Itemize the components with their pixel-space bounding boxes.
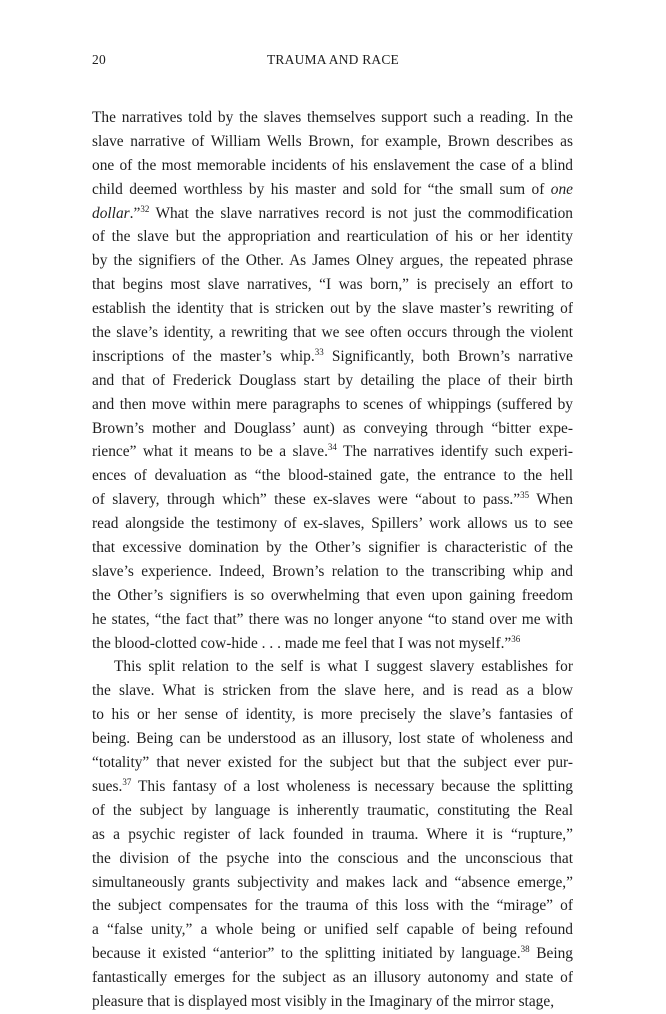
text-line	[92, 560, 573, 584]
text-run: inscriptions of the master’s whip.	[92, 347, 315, 365]
text-line	[92, 632, 573, 656]
footnote-ref: 35	[520, 490, 530, 501]
text-run: a “false unity,” a whole being or unified self capable of being refound	[92, 921, 573, 939]
paragraph	[92, 106, 573, 655]
text-line	[92, 727, 573, 751]
text-run: of the slave but the appropriation and rearticulation of his or her identity	[92, 228, 573, 246]
text-run: fantastically emerges for the subject as an illusory autonomy and state of	[92, 969, 573, 987]
text-line	[92, 488, 573, 512]
footnote-ref: 36	[511, 633, 521, 644]
text-run: This split relation to the self is what I suggest slavery establishes for	[114, 658, 573, 676]
text-run: the slave. What is stricken from the slave here, and is read as a blow	[92, 682, 573, 700]
text-run: This fantasy of a lost wholeness is necessary because the splitting	[131, 777, 573, 795]
text-line	[92, 297, 573, 321]
running-title: TRAUMA AND RACE	[266, 52, 399, 67]
text-run: being. Being can be understood as an illusory, lost state of wholeness and	[92, 730, 573, 748]
text-run: ences of devaluation as “the blood-stained gate, the entrance to the hell	[92, 467, 573, 485]
text-line	[92, 369, 573, 393]
text-run: .”	[129, 204, 141, 222]
text-line	[92, 823, 573, 847]
text-run: simultaneously grants subjectivity and makes lack and “absence emerge,”	[92, 873, 573, 891]
text-run: of the subject by language is inherently traumatic, constituting the Real	[92, 801, 573, 819]
footnote-ref: 37	[122, 776, 132, 787]
text-run: by the signifiers of the Other. As James Olney argues, the repeated phrase	[92, 252, 573, 270]
text-line	[92, 679, 573, 703]
text-run: of slavery, through which” these ex-slaves were “about to pass.”	[92, 491, 521, 509]
text-run: he states, “the fact that” there was no longer anyone “to stand over me with	[92, 610, 573, 628]
text-line	[92, 106, 573, 130]
footnote-ref: 33	[314, 346, 324, 357]
text-run: the Other’s signifiers is so overwhelming that even upon gaining freedom	[92, 586, 573, 604]
text-line	[92, 536, 573, 560]
text-line	[92, 751, 573, 775]
text-run: When	[529, 491, 573, 509]
text-line	[92, 703, 573, 727]
text-line	[92, 440, 573, 464]
text-run: the subject compensates for the trauma of this loss with the “mirage” of	[92, 897, 573, 915]
text-line	[92, 154, 573, 178]
text-run: the blood-clotted cow-hide . . . made me feel that I was not myself.”	[92, 634, 512, 652]
text-run: child deemed worthless by his master and sold for “the small sum of	[92, 180, 551, 198]
text-line	[92, 393, 573, 417]
text-line	[92, 775, 573, 799]
text-line	[92, 918, 573, 942]
footnote-ref: 32	[140, 203, 150, 214]
text-run: that begins most slave narratives, “I was born,” is precisely an effort to	[92, 276, 573, 294]
text-line	[92, 273, 573, 297]
text-run: What the slave narratives record is not just the commodification	[149, 204, 573, 222]
text-line	[92, 464, 573, 488]
text-line	[92, 847, 573, 871]
text-line	[92, 321, 573, 345]
paragraph	[92, 655, 573, 1013]
footnote-ref: 34	[327, 442, 337, 453]
text-run: slave’s experience. Indeed, Brown’s relation to the transcribing whip and	[92, 562, 573, 580]
text-run: and that of Frederick Douglass start by detailing the place of their birth	[92, 371, 573, 389]
text-run: and then move within mere paragraphs to scenes of whippings (suffered by	[92, 395, 573, 413]
text-line	[92, 966, 573, 990]
text-run: read alongside the testimony of ex-slaves, Spillers’ work allows us to see	[92, 515, 573, 533]
italic-text: dollar	[92, 204, 130, 222]
text-run: Significantly, both Brown’s narrative	[323, 347, 573, 365]
text-line	[92, 655, 573, 679]
text-run: slave narrative of William Wells Brown, for example, Brown describes as	[92, 132, 573, 150]
text-line	[92, 130, 573, 154]
text-run: to his or her sense of identity, is more precisely the slave’s fantasies of	[92, 706, 573, 724]
text-run: Brown’s mother and Douglass’ aunt) as conveying through “bitter expe-	[92, 419, 573, 437]
text-line	[92, 512, 573, 536]
text-run: because it existed “anterior” to the splitting initiated by language.	[92, 945, 521, 963]
text-run: sues.	[92, 777, 123, 795]
page-number: 20	[92, 52, 106, 67]
text-line	[92, 799, 573, 823]
text-run: establish the identity that is stricken out by the slave master’s rewriting of	[92, 300, 573, 318]
italic-text: one	[550, 180, 573, 198]
text-line	[92, 608, 573, 632]
text-run: rience” what it means to be a slave.	[92, 443, 328, 461]
text-run: that excessive domination by the Other’s signifier is characteristic of the	[92, 539, 573, 557]
text-run: one of the most memorable incidents of his enslavement the case of a blind	[92, 156, 573, 174]
body-text	[92, 106, 573, 1014]
text-line	[92, 871, 573, 895]
text-run: pleasure that is displayed most visibly in the Imaginary of the mirror stage,	[92, 992, 555, 1010]
text-run: as a psychic register of lack founded in trauma. Where it is “rupture,”	[92, 825, 573, 843]
text-run: “totality” that never existed for the subject but that the subject ever pur-	[92, 754, 573, 772]
text-line	[92, 249, 573, 273]
text-run: the division of the psyche into the conscious and the unconscious that	[92, 849, 573, 867]
text-line	[92, 345, 573, 369]
text-line	[92, 584, 573, 608]
text-run: The narratives identify such experi-	[336, 443, 573, 461]
footnote-ref: 38	[520, 944, 530, 955]
text-run: The narratives told by the slaves themselves support such a reading. In the	[92, 109, 573, 126]
text-line	[92, 894, 573, 918]
text-line	[92, 942, 573, 966]
text-line	[92, 202, 573, 226]
text-line	[92, 178, 573, 202]
text-line	[92, 417, 573, 441]
text-run: the slave’s identity, a rewriting that we see often occurs through the violent	[92, 324, 573, 342]
text-line	[92, 225, 573, 249]
text-line	[92, 990, 573, 1014]
text-run: Being	[529, 945, 573, 963]
